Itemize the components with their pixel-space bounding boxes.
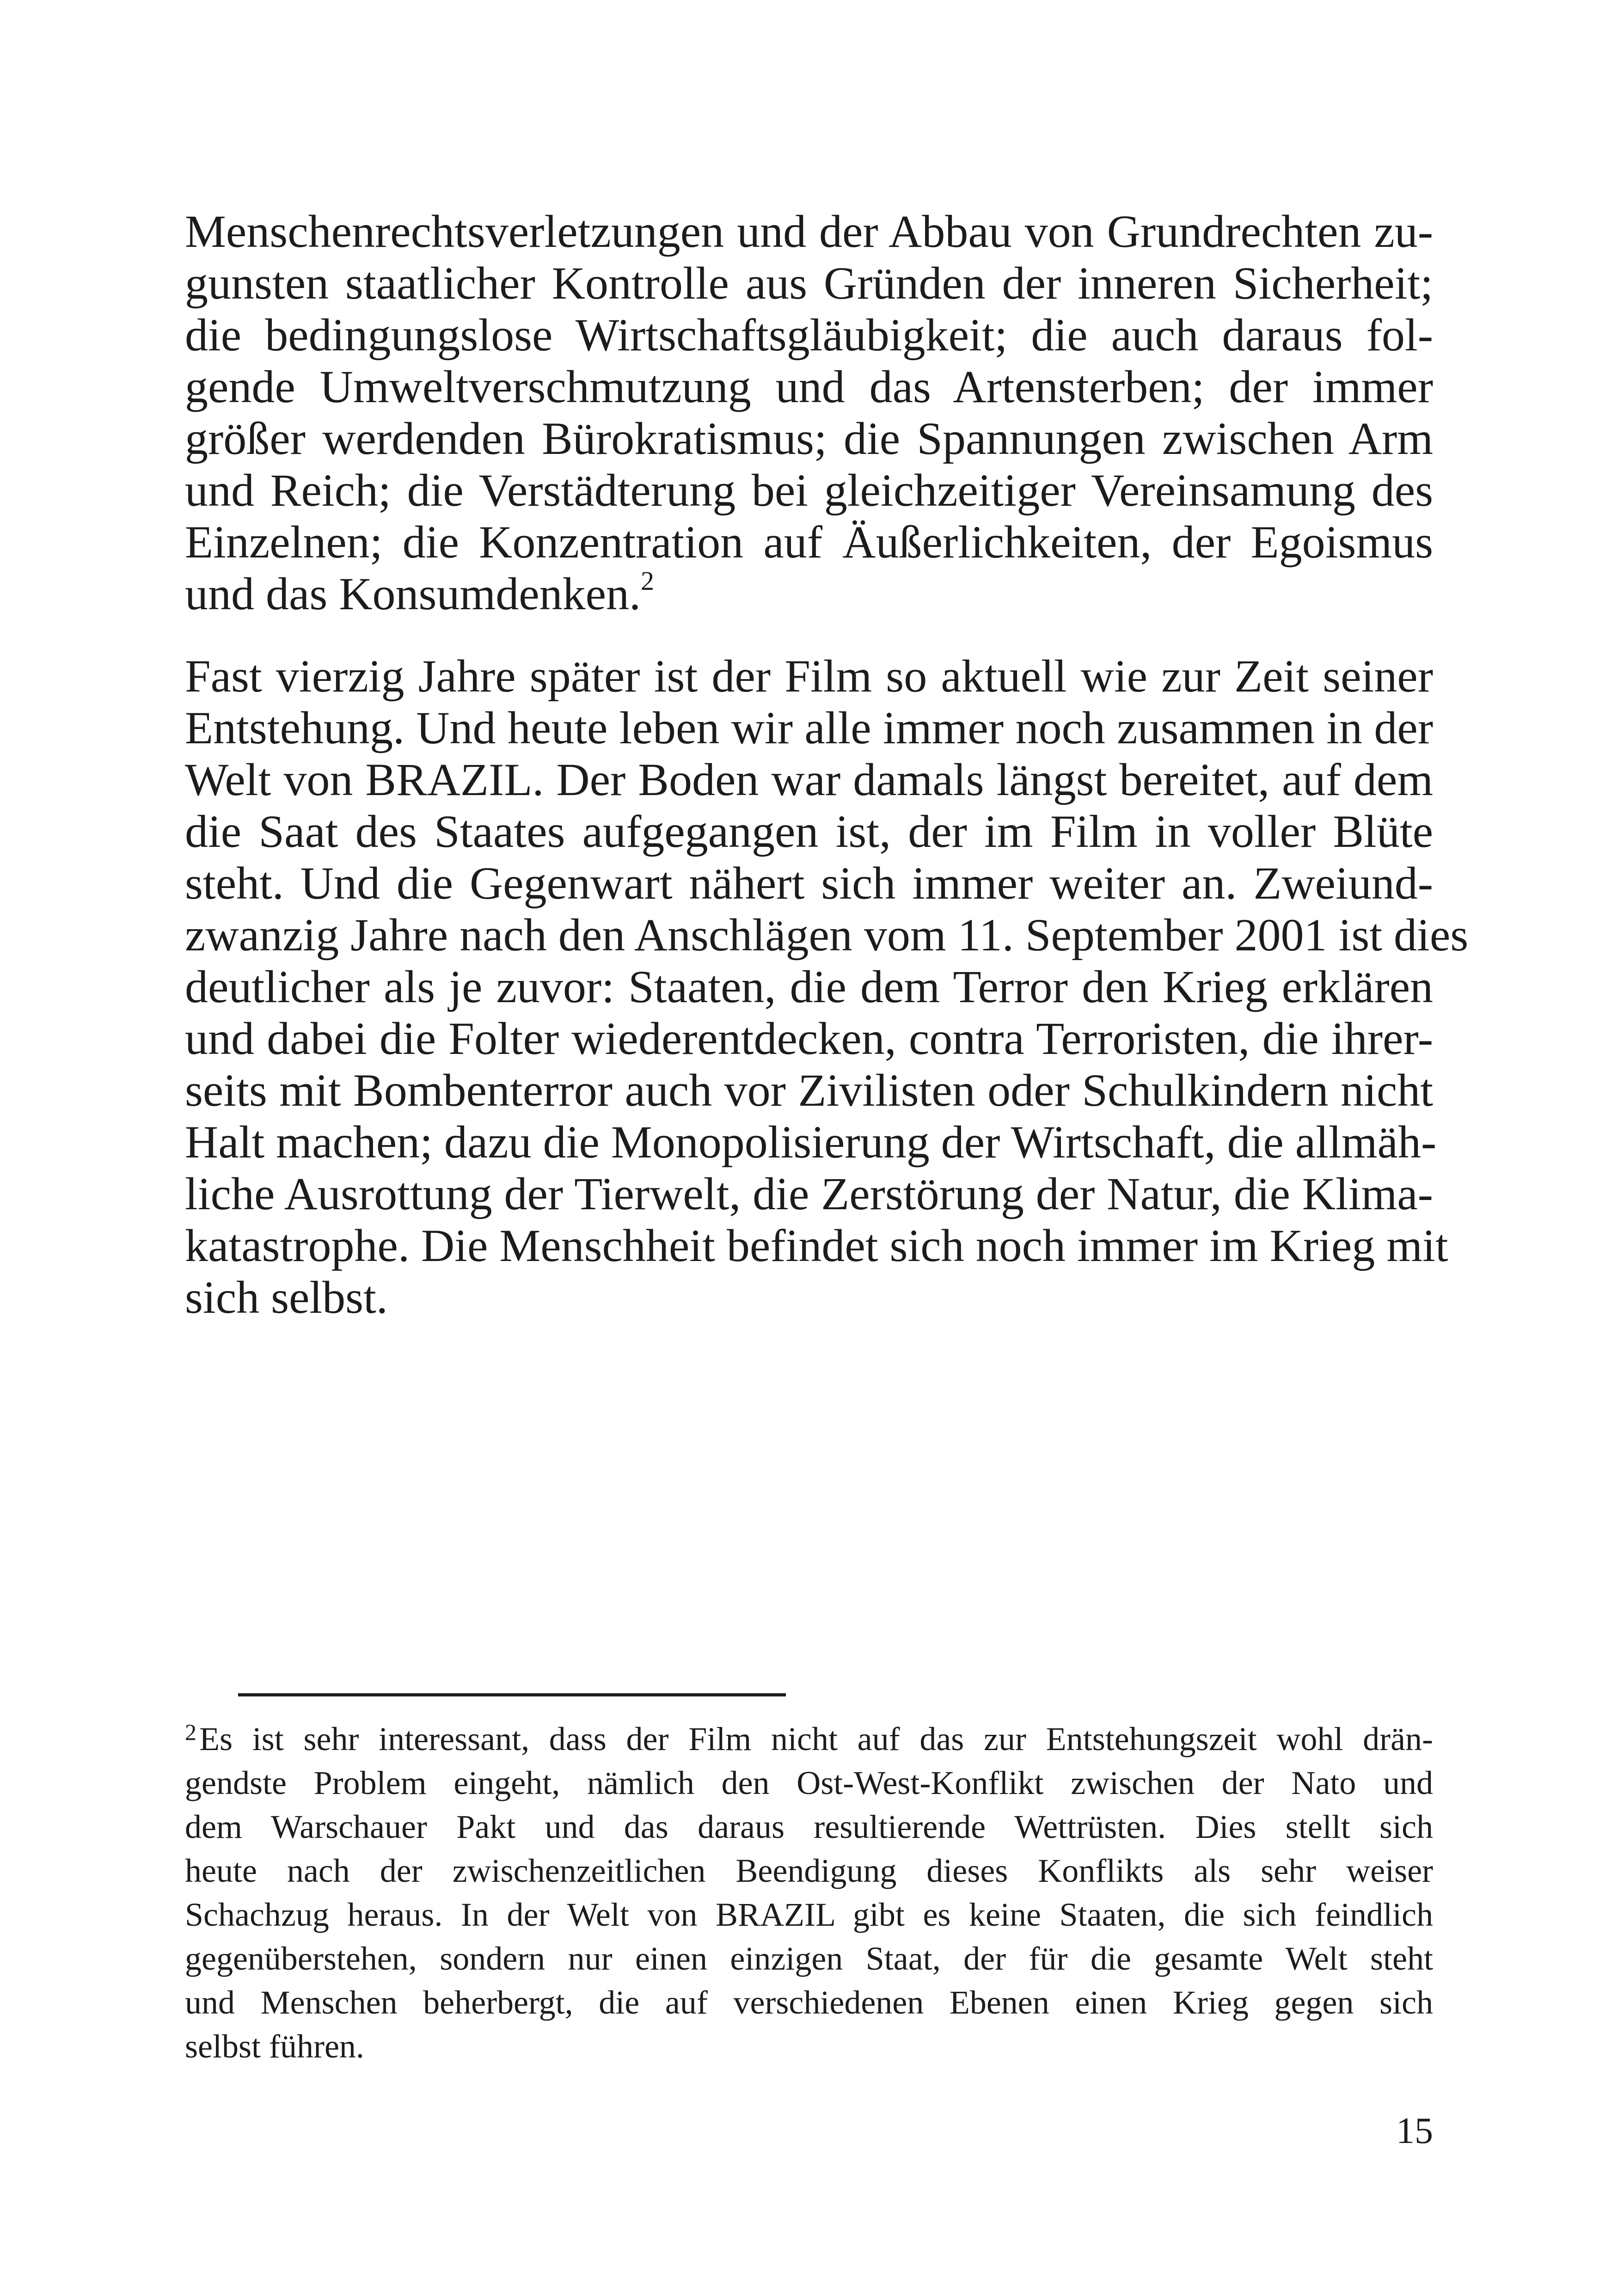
text-line: Einzelnen; die Konzentration auf Äußerlichkeiten, der Egoismus xyxy=(185,516,1433,568)
text-line: die bedingungslose Wirtschaftsgläubigkeit; die auch daraus fol- xyxy=(185,309,1433,361)
text-line: und dabei die Folter wiederentdecken, contra Terroristen, die ihrer- xyxy=(185,1013,1433,1064)
text-line: Menschenrechtsverletzungen und der Abbau von Grundrechten zu- xyxy=(185,206,1433,257)
text-line: Entstehung. Und heute leben wir alle immer noch zusammen in der xyxy=(185,702,1433,753)
text-line: und Reich; die Verstädterung bei gleichzeitiger Vereinsamung des xyxy=(185,465,1433,516)
text-line: steht. Und die Gegenwart nähert sich immer weiter an. Zweiund- xyxy=(185,857,1433,909)
footnote-line: gendste Problem eingeht, nämlich den Ost-West-Konflikt zwischen der Nato und xyxy=(185,1764,1433,1801)
footnote-separator xyxy=(238,1693,786,1696)
text-line: größer werdenden Bürokratismus; die Spannungen zwischen Arm xyxy=(185,413,1433,464)
text-line: seits mit Bombenterror auch vor Zivilisten oder Schulkindern nicht xyxy=(185,1065,1433,1116)
footnote-line-first xyxy=(185,1717,1433,1761)
text-line: die Saat des Staates aufgegangen ist, der im Film in voller Blüte xyxy=(185,806,1433,857)
footnote-line: Schachzug heraus. In der Welt von BRAZIL gibt es keine Staaten, die sich feindlich xyxy=(185,1896,1433,1933)
text-line: gunsten staatlicher Kontrolle aus Gründen der inneren Sicherheit; xyxy=(185,257,1433,309)
text-line-content: und das Konsumdenken. xyxy=(185,568,641,619)
text-line: Fast vierzig Jahre später ist der Film so aktuell wie zur Zeit seiner xyxy=(185,650,1433,702)
text-line: gende Umweltverschmutzung und das Artensterben; der immer xyxy=(185,361,1433,412)
footnote-line: heute nach der zwischenzeitlichen Beendigung dieses Konflikts als sehr weiser xyxy=(185,1852,1433,1889)
footnote-marker: 2 xyxy=(185,1719,196,1745)
text-line: Welt von BRAZIL. Der Boden war damals längst bereitet, auf dem xyxy=(185,754,1433,805)
text-line: liche Ausrottung der Tierwelt, die Zerstörung der Natur, die Klima- xyxy=(185,1168,1433,1219)
text-line-last xyxy=(185,568,1433,620)
footnote-line: dem Warschauer Pakt und das daraus resultierende Wettrüsten. Dies stellt sich xyxy=(185,1808,1433,1845)
text-line: zwanzig Jahre nach den Anschlägen vom 11. September 2001 ist dies xyxy=(185,909,1469,961)
page-number: 15 xyxy=(1396,2111,1433,2151)
paragraph-2 xyxy=(185,650,1469,1323)
text-line: katastrophe. Die Menschheit befindet sich noch immer im Krieg mit xyxy=(185,1220,1448,1271)
main-text xyxy=(185,206,1469,1323)
text-line-last: sich selbst. xyxy=(185,1272,388,1323)
text-line: Halt machen; dazu die Monopolisierung der Wirtschaft, die allmäh- xyxy=(185,1116,1437,1168)
footnote xyxy=(185,1717,1433,2069)
footnote-line-content: Es ist sehr interessant, dass der Film nicht auf das zur Entstehungszeit wohl drän- xyxy=(199,1720,1433,1757)
footnote-line: gegenüberstehen, sondern nur einen einzigen Staat, der für die gesamte Welt steht xyxy=(185,1940,1433,1977)
paragraph-spacer xyxy=(185,620,1433,650)
text-line: deutlicher als je zuvor: Staaten, die dem Terror den Krieg erklären xyxy=(185,961,1433,1012)
footnote-line: und Menschen beherbergt, die auf verschiedenen Ebenen einen Krieg gegen sich xyxy=(185,1984,1433,2021)
paragraph-1 xyxy=(185,206,1433,620)
footnote-reference[interactable]: 2 xyxy=(641,566,654,596)
footnote-line-last: selbst führen. xyxy=(185,2028,364,2065)
